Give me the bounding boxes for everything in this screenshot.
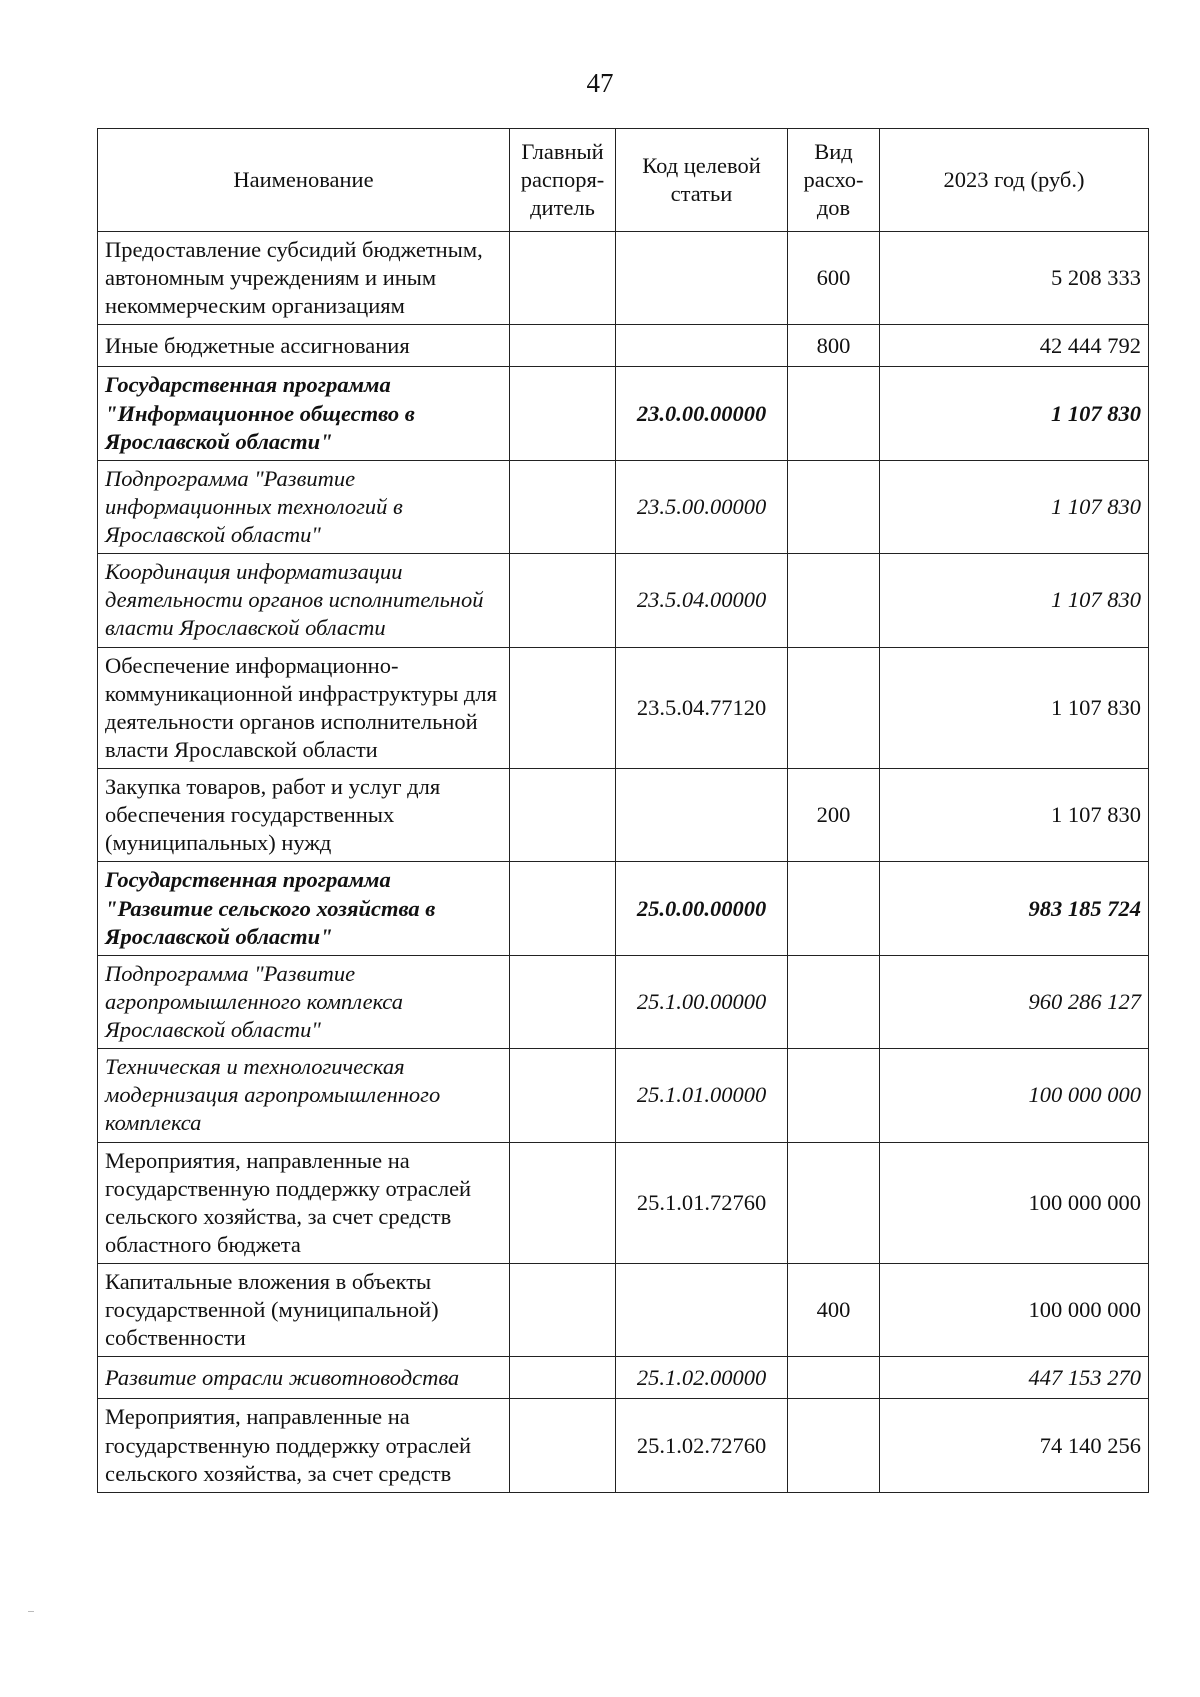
row-main-manager-cell bbox=[510, 554, 616, 647]
row-name-cell: Мероприятия, направленные на государственную поддержку отраслей сельского хозяйства, за счет средств bbox=[98, 1399, 510, 1492]
row-name-cell: Предоставление субсидий бюджетным, автономным учреждениям и иным некоммерческим организациям bbox=[98, 232, 510, 325]
header-target-code: Код целевой статьи bbox=[616, 129, 788, 232]
row-expense-type-cell bbox=[788, 1142, 880, 1264]
row-amount-cell: 960 286 127 bbox=[880, 955, 1149, 1048]
row-amount-cell: 1 107 830 bbox=[880, 647, 1149, 769]
row-target-code-cell bbox=[616, 325, 788, 367]
row-expense-type-cell bbox=[788, 1399, 880, 1492]
row-amount-cell: 447 153 270 bbox=[880, 1357, 1149, 1399]
row-main-manager-cell bbox=[510, 955, 616, 1048]
table-row bbox=[98, 554, 1149, 647]
row-target-code-cell: 25.1.01.72760 bbox=[616, 1142, 788, 1264]
row-main-manager-cell bbox=[510, 769, 616, 862]
row-target-code-cell bbox=[616, 769, 788, 862]
table-row bbox=[98, 460, 1149, 553]
table-row bbox=[98, 1142, 1149, 1264]
table-row bbox=[98, 325, 1149, 367]
row-expense-type-cell bbox=[788, 554, 880, 647]
row-expense-type-cell: 600 bbox=[788, 232, 880, 325]
table-row bbox=[98, 1357, 1149, 1399]
row-target-code-cell bbox=[616, 232, 788, 325]
row-name-cell: Координация информатизации деятельности органов исполнительной власти Ярославской области bbox=[98, 554, 510, 647]
row-main-manager-cell bbox=[510, 325, 616, 367]
row-name-cell: Капитальные вложения в объекты государственной (муниципальной) собственности bbox=[98, 1264, 510, 1357]
row-amount-cell: 100 000 000 bbox=[880, 1049, 1149, 1142]
budget-table bbox=[97, 128, 1149, 1493]
table-row bbox=[98, 1049, 1149, 1142]
header-main-manager: Главный распоря-дитель bbox=[510, 129, 616, 232]
row-main-manager-cell bbox=[510, 1264, 616, 1357]
row-amount-cell: 1 107 830 bbox=[880, 460, 1149, 553]
table-row bbox=[98, 862, 1149, 955]
row-target-code-cell: 25.1.00.00000 bbox=[616, 955, 788, 1048]
row-target-code-cell: 23.0.00.00000 bbox=[616, 367, 788, 460]
row-name-cell: Подпрограмма "Развитие информационных технологий в Ярославской области" bbox=[98, 460, 510, 553]
table-row bbox=[98, 232, 1149, 325]
row-amount-cell: 1 107 830 bbox=[880, 554, 1149, 647]
row-name-cell: Обеспечение информационно-коммуникационной инфраструктуры для деятельности органов исполнительной власти Ярославской области bbox=[98, 647, 510, 769]
row-expense-type-cell bbox=[788, 1049, 880, 1142]
row-name-cell: Государственная программа "Развитие сельского хозяйства в Ярославской области" bbox=[98, 862, 510, 955]
row-main-manager-cell bbox=[510, 1049, 616, 1142]
header-amount-2023: 2023 год (руб.) bbox=[880, 129, 1149, 232]
row-expense-type-cell bbox=[788, 367, 880, 460]
row-name-cell: Подпрограмма "Развитие агропромышленного комплекса Ярославской области" bbox=[98, 955, 510, 1048]
row-expense-type-cell bbox=[788, 460, 880, 553]
row-amount-cell: 1 107 830 bbox=[880, 367, 1149, 460]
row-expense-type-cell: 800 bbox=[788, 325, 880, 367]
row-target-code-cell: 25.1.01.00000 bbox=[616, 1049, 788, 1142]
row-amount-cell: 42 444 792 bbox=[880, 325, 1149, 367]
row-main-manager-cell bbox=[510, 460, 616, 553]
row-name-cell: Техническая и технологическая модернизация агропромышленного комплекса bbox=[98, 1049, 510, 1142]
row-main-manager-cell bbox=[510, 862, 616, 955]
row-main-manager-cell bbox=[510, 1357, 616, 1399]
row-name-cell: Государственная программа "Информационное общество в Ярославской области" bbox=[98, 367, 510, 460]
row-amount-cell: 100 000 000 bbox=[880, 1264, 1149, 1357]
row-amount-cell: 1 107 830 bbox=[880, 769, 1149, 862]
table-header-row bbox=[98, 129, 1149, 232]
row-main-manager-cell bbox=[510, 1399, 616, 1492]
row-main-manager-cell bbox=[510, 367, 616, 460]
table-row bbox=[98, 1399, 1149, 1492]
row-amount-cell: 74 140 256 bbox=[880, 1399, 1149, 1492]
row-amount-cell: 100 000 000 bbox=[880, 1142, 1149, 1264]
table-row bbox=[98, 647, 1149, 769]
header-name: Наименование bbox=[98, 129, 510, 232]
row-amount-cell: 983 185 724 bbox=[880, 862, 1149, 955]
row-name-cell: Мероприятия, направленные на государственную поддержку отраслей сельского хозяйства, за счет средств областного бюджета bbox=[98, 1142, 510, 1264]
row-expense-type-cell bbox=[788, 862, 880, 955]
row-name-cell: Закупка товаров, работ и услуг для обеспечения государственных (муниципальных) нужд bbox=[98, 769, 510, 862]
table-body bbox=[98, 232, 1149, 1493]
row-target-code-cell: 23.5.04.00000 bbox=[616, 554, 788, 647]
row-name-cell: Иные бюджетные ассигнования bbox=[98, 325, 510, 367]
row-expense-type-cell: 400 bbox=[788, 1264, 880, 1357]
row-amount-cell: 5 208 333 bbox=[880, 232, 1149, 325]
row-target-code-cell: 25.1.02.72760 bbox=[616, 1399, 788, 1492]
row-name-cell: Развитие отрасли животноводства bbox=[98, 1357, 510, 1399]
row-target-code-cell bbox=[616, 1264, 788, 1357]
row-target-code-cell: 23.5.04.77120 bbox=[616, 647, 788, 769]
row-expense-type-cell bbox=[788, 955, 880, 1048]
page-number: 47 bbox=[586, 68, 614, 98]
header-expense-type: Вид расхо-дов bbox=[788, 129, 880, 232]
table-row bbox=[98, 1264, 1149, 1357]
row-target-code-cell: 25.1.02.00000 bbox=[616, 1357, 788, 1399]
row-main-manager-cell bbox=[510, 1142, 616, 1264]
row-expense-type-cell: 200 bbox=[788, 769, 880, 862]
table-row bbox=[98, 367, 1149, 460]
row-main-manager-cell bbox=[510, 232, 616, 325]
row-main-manager-cell bbox=[510, 647, 616, 769]
row-target-code-cell: 25.0.00.00000 bbox=[616, 862, 788, 955]
scan-mark bbox=[28, 1611, 34, 1612]
row-expense-type-cell bbox=[788, 1357, 880, 1399]
table-row bbox=[98, 769, 1149, 862]
row-target-code-cell: 23.5.00.00000 bbox=[616, 460, 788, 553]
row-expense-type-cell bbox=[788, 647, 880, 769]
table-row bbox=[98, 955, 1149, 1048]
